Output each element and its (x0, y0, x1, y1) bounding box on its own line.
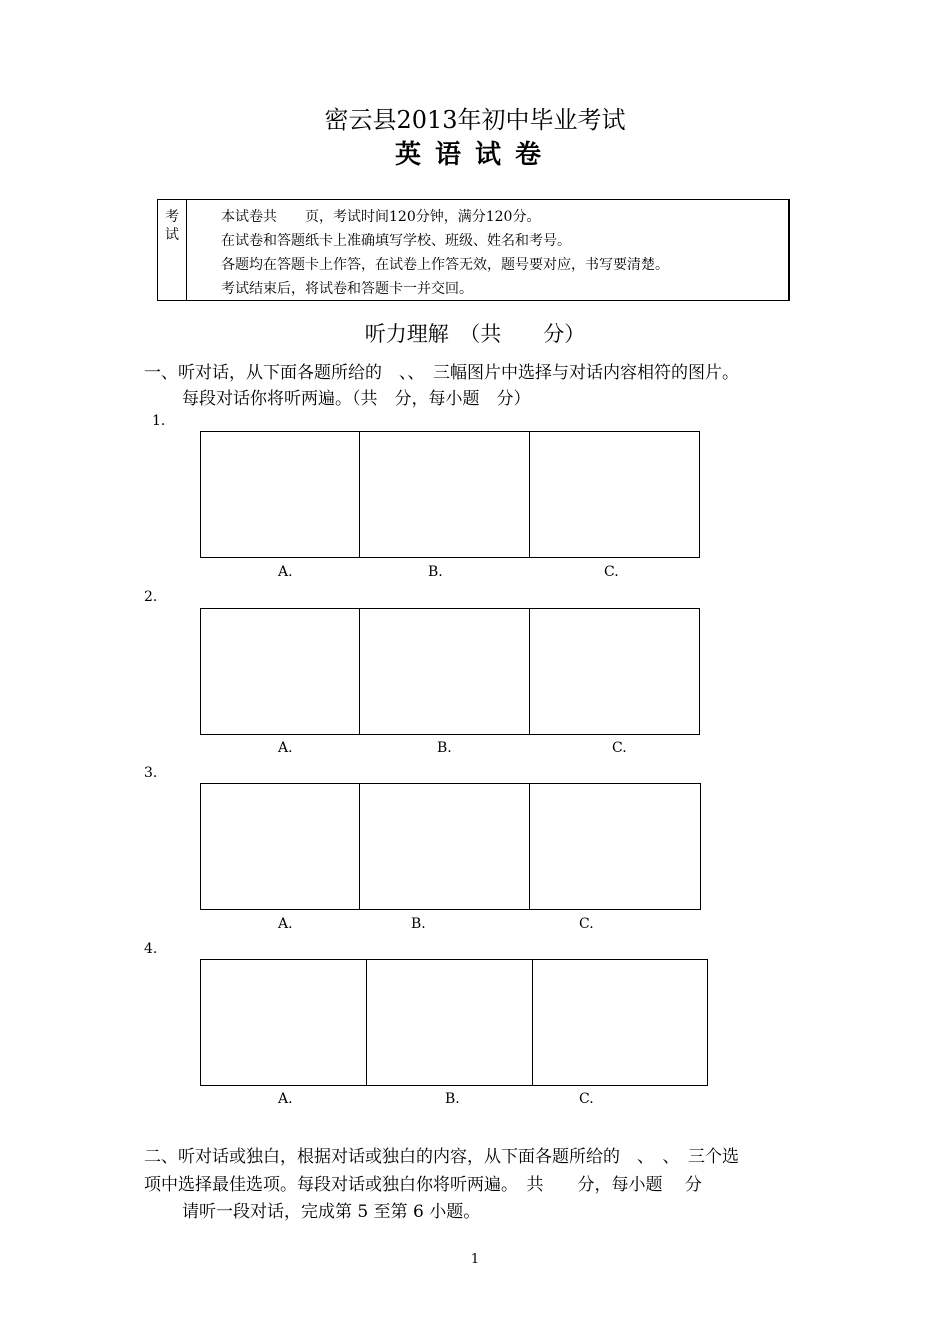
question-number: 1. (152, 413, 166, 429)
question-number: 4. (144, 941, 158, 957)
part2-instruction-line3: 请听一段对话，完成第 5 至第 6 小题。 (182, 1202, 481, 1222)
option-label-a: A. (278, 564, 293, 580)
part1-instruction-line1: 一、听对话，从下面各题所给的 、、 三幅图片中选择与对话内容相符的图片。 (144, 363, 739, 383)
picture-option-b[interactable] (367, 960, 533, 1085)
option-label-a: A. (278, 1091, 293, 1107)
exam-notice-box (157, 199, 790, 301)
exam-subtitle: 英语试卷 (394, 140, 555, 170)
notice-label (158, 200, 187, 300)
picture-option-c[interactable] (530, 432, 699, 557)
notice-line: 各题均在答题卡上作答，在试卷上作答无效，题号要对应，书写要清楚。 (221, 257, 669, 273)
picture-option-c[interactable] (530, 784, 700, 909)
notice-line: 本试卷共 页，考试时间120分钟，满分120分。 (221, 209, 541, 225)
option-label-b: B. (445, 1091, 460, 1107)
picture-options-row (200, 431, 700, 558)
notice-line: 考试结束后，将试卷和答题卡一并交回。 (221, 281, 473, 297)
section-title: 听力理解 （共 分） (364, 322, 586, 346)
picture-options-row (200, 959, 708, 1086)
question-number: 3. (144, 765, 158, 781)
option-label-c: C. (604, 564, 619, 580)
exam-title: 密云县2013年初中毕业考试 (324, 106, 626, 134)
picture-option-c[interactable] (533, 960, 707, 1085)
picture-option-b[interactable] (360, 609, 530, 734)
option-label-b: B. (428, 564, 443, 580)
option-label-c: C. (579, 1091, 594, 1107)
picture-options-row (200, 783, 701, 910)
page-number: 1 (470, 1252, 480, 1267)
picture-option-a[interactable] (201, 609, 360, 734)
picture-option-a[interactable] (201, 784, 360, 909)
picture-option-c[interactable] (530, 609, 699, 734)
question-number: 2. (144, 589, 158, 605)
part2-instruction-line1: 二、听对话或独白，根据对话或独白的内容，从下面各题所给的 、 、 三个选 (144, 1147, 739, 1167)
picture-option-b[interactable] (360, 784, 530, 909)
picture-option-a[interactable] (201, 432, 360, 557)
part1-instruction-line2: 每段对话你将听两遍。（共 分，每小题 分） (182, 389, 531, 409)
notice-label-char: 考 (165, 209, 179, 225)
option-label-a: A. (278, 740, 293, 756)
part2-instruction-line2: 项中选择最佳选项。每段对话或独白你将听两遍。 共 分，每小题 分 (144, 1175, 702, 1195)
option-label-a: A. (278, 916, 293, 932)
option-label-c: C. (612, 740, 627, 756)
option-label-b: B. (411, 916, 426, 932)
picture-option-b[interactable] (360, 432, 530, 557)
notice-lines (221, 205, 669, 301)
option-label-b: B. (437, 740, 452, 756)
picture-option-a[interactable] (201, 960, 367, 1085)
option-label-c: C. (579, 916, 594, 932)
picture-options-row (200, 608, 700, 735)
notice-line: 在试卷和答题纸卡上准确填写学校、班级、姓名和考号。 (221, 233, 571, 249)
notice-label-char: 试 (165, 227, 179, 243)
